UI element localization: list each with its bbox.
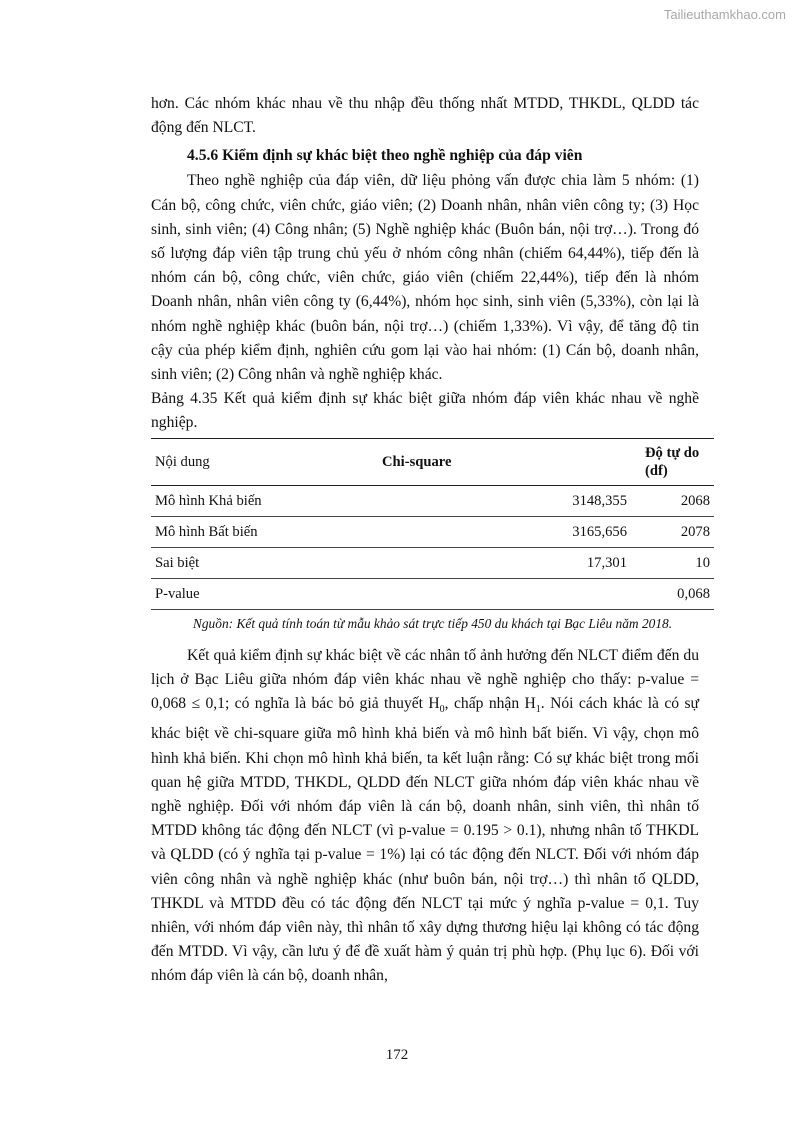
paragraph-results — [151, 644, 699, 989]
chi-square-value — [334, 578, 631, 609]
results-text-part: , chấp nhận H — [444, 695, 536, 713]
header-content: Nội dung — [151, 438, 334, 485]
table-header-row — [151, 438, 714, 485]
table-row — [151, 547, 714, 578]
subscript: 0 — [439, 704, 445, 716]
watermark: Tailieuthamkhao.com — [663, 7, 786, 22]
df-value: 2068 — [631, 485, 714, 516]
intro-paragraph: hơn. Các nhóm khác nhau về thu nhập đều thống nhất MTDD, THKDL, QLDD tác động đến NLCT. — [151, 95, 699, 137]
chi-square-value: 17,301 — [334, 547, 631, 578]
section-heading: 4.5.6 Kiểm định sự khác biệt theo nghề nghiệp của đáp viên — [187, 147, 583, 165]
chi-square-value: 3165,656 — [334, 516, 631, 547]
results-text-part: . Nói cách khác là có sự khác biệt về chi-square giữa mô hình khả biến và mô hình bất biến. Vì vậy, chọn mô hình khả biến. Khi chọn mô hình khả biến, ta kết luận rằng: Có sự khác biệt trong mối quan hệ giữa MTDD, THKDL, QLDD đến NLCT giữa nhóm đáp viên khác nhau về nghề nghiệp. Đối với nhóm đáp viên là cán bộ, doanh nhân, sinh viên, thì nhân tố MTDD không tác động đến NLCT (vì p-value = 0.195 > 0.1), nhưng nhân tố THKDL và QLDD (có ý nghĩa tại p-value = 1%) lại có tác động đến NLCT. Đối với nhóm đáp viên công nhân và nghề nghiệp khác (như buôn bán, nội trợ…) thì nhân tố QLDD, THKDL và MTDD đều có tác động đến NLCT tại mức ý nghĩa p-value = 0,1. Tuy nhiên, với nhóm đáp viên này, thì nhân tố xây dựng thương hiệu lại không có tác động đến MTDD. Vì vậy, cần lưu ý để đề xuất hàm ý quản trị phù hợp. (Phụ lục 6). Đối với nhóm đáp viên là cán bộ, doanh nhân, — [151, 695, 700, 985]
table-row — [151, 485, 714, 516]
table-source-note: Nguồn: Kết quả tính toán từ mẫu khảo sát trực tiếp 450 du khách tại Bạc Liêu năm 2018. — [192, 615, 673, 631]
df-value: 10 — [631, 547, 714, 578]
results-table — [151, 438, 714, 610]
page-content — [151, 92, 710, 989]
df-value: 2078 — [631, 516, 714, 547]
header-chi-square: Chi-square — [334, 438, 631, 485]
header-df: Độ tự do (df) — [631, 438, 714, 485]
table-caption: Bảng 4.35 Kết quả kiểm định sự khác biệt giữa nhóm đáp viên khác nhau về nghề nghiệp. — [151, 390, 699, 432]
table-row — [151, 578, 714, 609]
chi-square-value: 3148,355 — [334, 485, 631, 516]
page-number: 172 — [385, 1047, 409, 1063]
results-text-part: Kết quả kiểm định sự khác biệt về các nhân tố ảnh hưởng đến NLCT điểm đến du lịch ở Bạc Liêu giữa nhóm đáp viên khác nhau về nghề nghiệp cho thấy: p-value = 0,068 ≤ 0,1; có nghĩa là bác bỏ giả thuyết H — [151, 646, 699, 713]
paragraph-occupation-groups: Theo nghề nghiệp của đáp viên, dữ liệu phỏng vấn được chia làm 5 nhóm: (1) Cán bộ, công chức, viên chức, giáo viên; (2) Doanh nhân, nhân viên công ty; (3) Học sinh, sinh viên; (4) Công nhân; (5) Nghề nghiệp khác (Buôn bán, nội trợ…). Trong đó số lượng đáp viên tập trung chủ yếu ở nhóm công nhân (chiếm 64,44%), tiếp đến là nhóm cán bộ, công chức, viên chức, giáo viên (chiếm 22,44%), tiếp đến là nhóm Doanh nhân, nhân viên công ty (6,44%), nhóm học sinh, sinh viên (5,33%), còn lại là nhóm nghề nghiệp khác (buôn bán, nội trợ…) (chiếm 1,33%). Vì vậy, để tăng độ tin cậy của phép kiểm định, nghiên cứu gom lại vào hai nhóm: (1) Cán bộ, doanh nhân, sinh viên; (2) Công nhân và nghề nghiệp khác. — [151, 172, 699, 384]
df-value: 0,068 — [631, 578, 714, 609]
subscript: 1 — [535, 704, 541, 716]
row-label: Sai biệt — [151, 547, 334, 578]
row-label: P-value — [151, 578, 334, 609]
row-label: Mô hình Bất biến — [151, 516, 334, 547]
table-row — [151, 516, 714, 547]
row-label: Mô hình Khả biến — [151, 485, 334, 516]
